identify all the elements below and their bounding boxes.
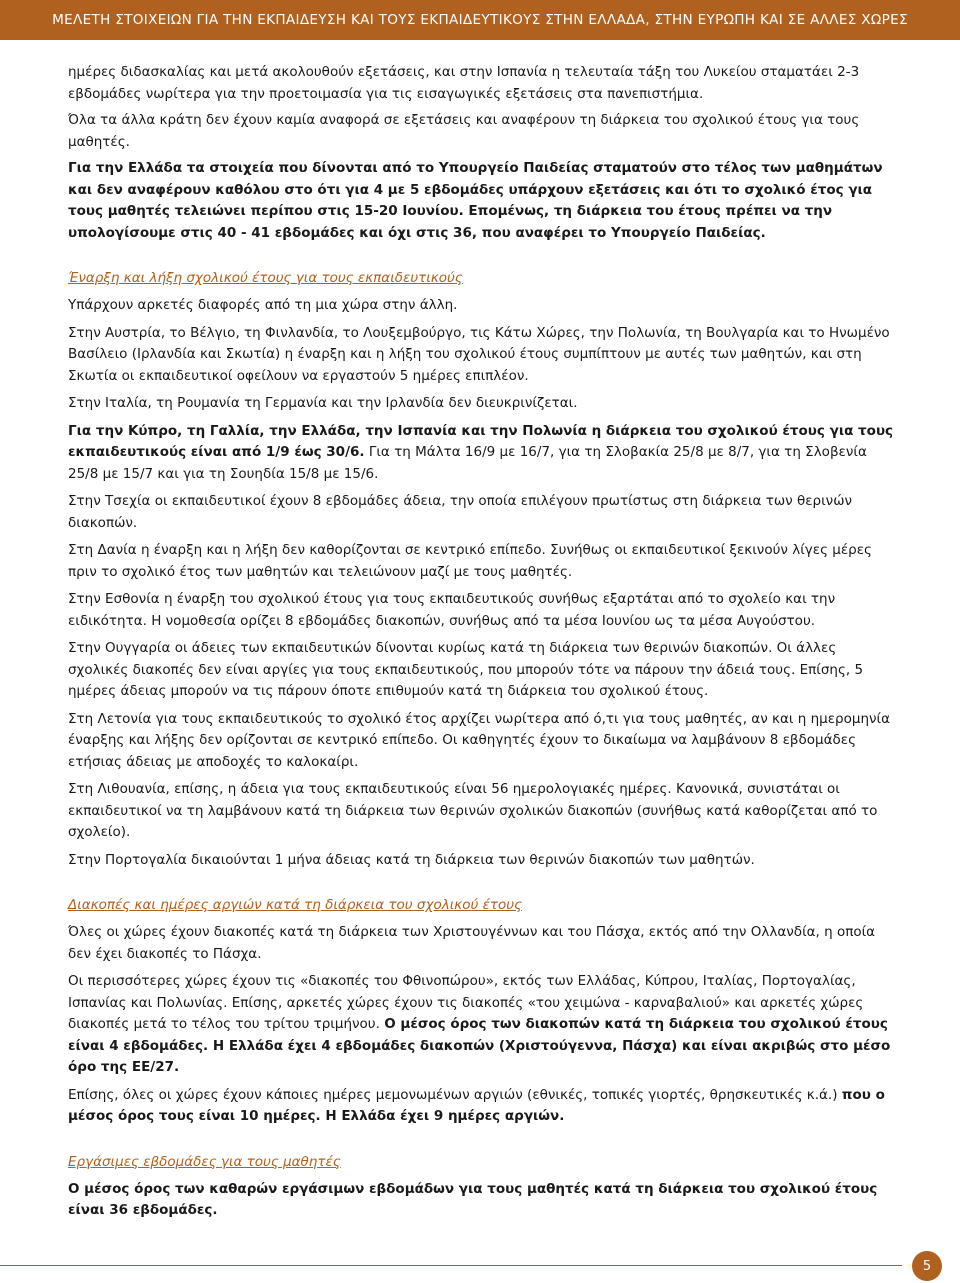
- section1-paragraph-5: Στην Τσεχία οι εκπαιδευτικοί έχουν 8 εβδομάδες άδεια, την οποία επιλέγουν πρωτίστως στη διάρκεια των θερινών διακοπών.: [68, 493, 853, 531]
- section1-paragraph-4: [68, 421, 898, 486]
- intro-paragraph-2: Όλα τα άλλα κράτη δεν έχουν καμία αναφορά σε εξετάσεις και αναφέρουν τη διάρκεια του σχολικού έτους για τους μαθητές.: [68, 112, 860, 150]
- section1-paragraph-3: Στην Ιταλία, τη Ρουμανία τη Γερμανία και την Ιρλανδία δεν διευκρινίζεται.: [68, 395, 578, 411]
- section2-paragraph-3: [68, 1085, 898, 1128]
- section1-paragraph-9: Στη Λετονία για τους εκπαιδευτικούς το σχολικό έτος αρχίζει νωρίτερα από ό,τι για τους μαθητές, αν και η ημερομηνία έναρξης και λήξης δεν ορίζονται σε κεντρικό επίπεδο. Οι καθηγητές έχουν το δικαίωμα να λαμβάνουν 8 εβδομάδες ετήσιας άδειας με αποδοχές το καλοκαίρι.: [68, 710, 891, 770]
- section1-paragraph-4-bold: Για την Κύπρο, τη Γαλλία, την Ελλάδα, την Ισπανία και την Πολωνία η διάρκεια του σχολικού έτους για τους εκπαιδευτικούς είναι από 1/9 έως 30/6.: [68, 422, 894, 460]
- page-number: 5: [922, 1258, 932, 1274]
- section-heading-working-weeks: Εργάσιμες εβδομάδες για τους μαθητές: [68, 1153, 341, 1170]
- page-number-badge: [912, 1251, 942, 1281]
- section1-paragraph-2: Στην Αυστρία, το Βέλγιο, τη Φινλανδία, το Λουξεμβούργο, τις Κάτω Χώρες, την Πολωνία, τη Βουλγαρία και το Ηνωμένο Βασίλειο (Ιρλανδία και Σκωτία) η έναρξη και η λήξη του σχολικού έτους συμπίπτουν με αυτές των μαθητών, και στη Σκωτία οι εκπαιδευτικοί οφείλουν να εργαστούν 5 ημέρες επιπλέον.: [68, 324, 890, 384]
- section1-paragraph-10: Στη Λιθουανία, επίσης, η άδεια για τους εκπαιδευτικούς είναι 56 ημερολογιακές ημέρες. Κανονικά, συνιστάται οι εκπαιδευτικοί να τη λαμβάνουν κατά τη διάρκεια των θερινών σχολικών διακοπών (συνήθως κατά καθορίζεται από το σχολείο).: [68, 781, 878, 840]
- section3-paragraph-1: Ο μέσος όρος των καθαρών εργάσιμων εβδομάδων για τους μαθητές κατά τη διάρκεια του σχολικού έτους είναι 36 εβδομάδες.: [68, 1180, 878, 1218]
- section-heading-teachers-year: Έναρξη και λήξη σχολικού έτους για τους εκπαιδευτικούς: [68, 270, 463, 286]
- section2-paragraph-1: Όλες οι χώρες έχουν διακοπές κατά τη διάρκεια των Χριστουγέννων και του Πάσχα, εκτός από την Ολλανδία, η οποία δεν έχει διακοπές το Πάσχα.: [68, 924, 876, 962]
- section1-paragraph-11: Στην Πορτογαλία δικαιούνται 1 μήνα άδειας κατά τη διάρκεια των θερινών διακοπών των μαθητών.: [68, 851, 755, 868]
- footer-divider: [0, 1265, 902, 1266]
- section-heading-holidays: Διακοπές και ημέρες αργιών κατά τη διάρκεια του σχολικού έτους: [68, 897, 523, 913]
- intro-paragraph-greece: Για την Ελλάδα τα στοιχεία που δίνονται από το Υπουργείο Παιδείας σταματούν στο τέλος των μαθημάτων και δεν αναφέρουν καθόλου στο ότι για 4 με 5 εβδομάδες υπάρχουν εξετάσεις και ότι το σχολικό έτος για τους μαθητές τελειώνει περίπου στις 15-20 Ιουνίου. Επομένως, τη διάρκεια του έτους πρέπει να την υπολογίσουμε στις 40 - 41 εβδομάδες και όχι στις 36, που αναφέρει το Υπουργείο Παιδείας.: [68, 160, 883, 241]
- intro-paragraph-1: ημέρες διδασκαλίας και μετά ακολουθούν εξετάσεις, και στην Ισπανία η τελευταία τάξη του Λυκείου σταματάει 2-3 εβδομάδες νωρίτερα για την προετοιμασία για τις εισαγωγικές εξετάσεις στα πανεπιστήμια.: [68, 64, 860, 102]
- section1-paragraph-7: Στην Εσθονία η έναρξη του σχολικού έτους για τους εκπαιδευτικούς συνήθως εξαρτάται από το σχολείο και την ειδικότητα. Η νομοθεσία ορίζει 8 εβδομάδες διακοπών, συνήθως από τα μέσα Ιουνίου ως τα μέσα Αυγούστου.: [68, 591, 836, 629]
- section1-paragraph-8: Στην Ουγγαρία οι άδειες των εκπαιδευτικών δίνονται κυρίως κατά τη διάρκεια των θερινών διακοπών. Οι άλλες σχολικές διακοπές δεν είναι αργίες για τους εκπαιδευτικούς, που μπορούν τότε να πάρουν την άδειά τους. Επίσης, 5 ημέρες άδειας μπορούν να τις πάρουν όποτε επιθυμούν κατά τη διάρκεια του σχολικού έτους.: [68, 640, 864, 699]
- section1-paragraph-4-rest: Για τη Μάλτα 16/9 με 16/7, για τη Σλοβακία 25/8 με 8/7, για τη Σλοβενία 25/8 με 15/7 και για τη Σουηδία 15/8 με 15/6.: [68, 444, 867, 482]
- page-header: [0, 0, 960, 40]
- document-body: [68, 62, 898, 1228]
- section2-paragraph-2-bold: Ο μέσος όρος των διακοπών κατά τη διάρκεια του σχολικού έτους είναι 4 εβδομάδες. Η Ελλάδα έχει 4 εβδομάδες διακοπών (Χριστούγεννα, Πάσχα) και είναι ακριβώς στο μέσο όρο της ΕΕ/27.: [68, 1016, 891, 1075]
- section2-paragraph-3-bold: που ο μέσος όρος τους είναι 10 ημέρες. Η Ελλάδα έχει 9 ημέρες αργιών.: [68, 1086, 885, 1124]
- section2-paragraph-2-rest: Οι περισσότερες χώρες έχουν τις «διακοπές του Φθινοπώρου», εκτός των Ελλάδας, Κύπρου, Ιταλίας, Πορτογαλίας, Ισπανίας και Πολωνίας. Επίσης, αρκετές χώρες έχουν τις διακοπές «του χειμώνα - καρναβαλιού» και αρκετές χώρες διακοπές μετά το τέλος του τρίτου τριμήνου.: [68, 973, 864, 1032]
- section2-paragraph-2: [68, 971, 898, 1079]
- section1-paragraph-1: Υπάρχουν αρκετές διαφορές από τη μια χώρα στην άλλη.: [68, 297, 458, 313]
- section2-paragraph-3-rest: Επίσης, όλες οι χώρες έχουν κάποιες ημέρες μεμονωμένων αργιών (εθνικές, τοπικές γιορτές, θρησκευτικές κ.ά.): [68, 1086, 842, 1103]
- section1-paragraph-6: Στη Δανία η έναρξη και η λήξη δεν καθορίζονται σε κεντρικό επίπεδο. Συνήθως οι εκπαιδευτικοί ξεκινούν λίγες μέρες πριν το σχολικό έτος των μαθητών και τελειώνουν μαζί με τους μαθητές.: [68, 542, 872, 580]
- header-title: ΜΕΛΕΤΗ ΣΤΟΙΧΕΙΩΝ ΓΙΑ ΤΗΝ ΕΚΠΑΙΔΕΥΣΗ ΚΑΙ ΤΟΥΣ ΕΚΠΑΙΔΕΥΤΙΚΟΥΣ ΣΤΗΝ ΕΛΛΑΔΑ, ΣΤΗΝ ΕΥΡΩΠΗ ΚΑΙ ΣΕ ΑΛΛΕΣ ΧΩΡΕΣ: [52, 12, 908, 28]
